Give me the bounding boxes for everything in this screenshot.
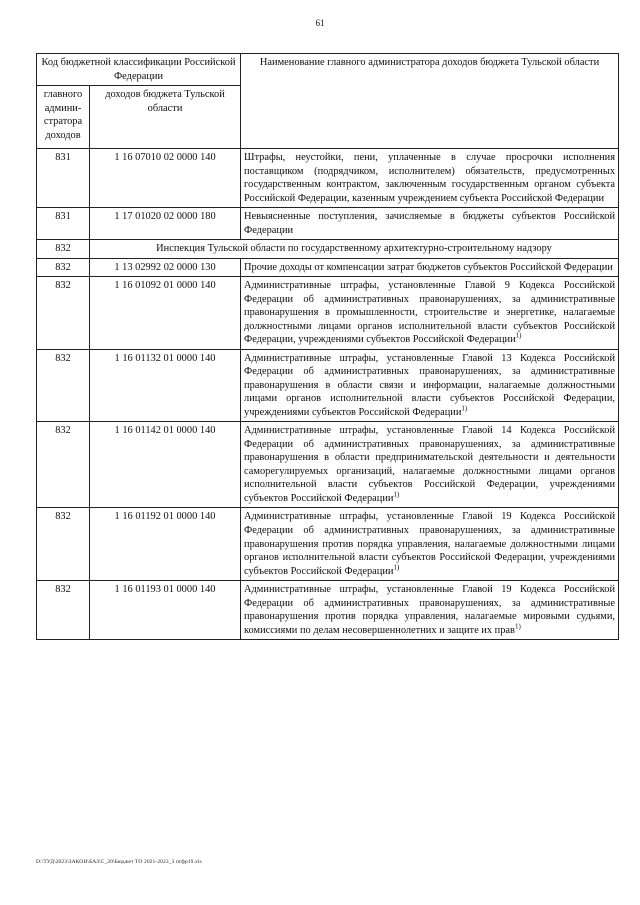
revenue-name-text: Административные штрафы, установленные Главой 13 Кодекса Российской Федерации об административных правонарушениях, за административные правонарушения в области связи и информации, налагаемые должностными лицами органов исполнительной власти субъектов Российской Федерации, учреждениями субъектов Российской Федерации	[244, 352, 616, 418]
admin-code-cell: 832	[37, 258, 90, 277]
agency-row	[37, 240, 619, 259]
admin-code-cell: 832	[37, 581, 90, 640]
admin-code-cell: 832	[37, 277, 90, 350]
footer-file-path: D:\ТУД\2023\ЗАКОН\БАЗ\С_20\Бюджет ТО 2021-2023_3 пгфр19.xls	[36, 859, 202, 865]
footnote-marker: 1)	[461, 404, 468, 413]
revenue-name-text: Административные штрафы, установленные Главой 19 Кодекса Российской Федерации об административных правонарушениях, за административные правонарушения против порядка управления, налагаемые должностными лицами органов исполнительной власти субъектов Российской Федерации, учреждениями субъектов Российской Федерации	[244, 511, 616, 577]
footnote-marker: 1)	[393, 563, 400, 572]
table-row	[37, 349, 619, 422]
revenue-code-cell: 1 16 01092 01 0000 140	[90, 277, 241, 350]
table-body	[37, 149, 619, 640]
admin-code-cell: 832	[37, 508, 90, 581]
revenue-name-text: Административные штрафы, установленные Главой 9 Кодекса Российской Федерации об административных правонарушениях, за административные правонарушения в промышленности, строительстве и энергетике, налагаемые должностными лицами органов исполнительной власти субъектов Российской Федерации, учреждениями субъектов Российской Федерации	[244, 280, 616, 346]
footnote-marker: 1)	[514, 622, 521, 631]
revenue-name-text: Штрафы, неустойки, пени, уплаченные в случае просрочки исполнения поставщиком (подрядчиком, исполнителем) обязательств, предусмотренных государственным контрактом, заключенным государственным органом субъекта Российской Федерации, казенным учреждением субъекта Российской Федерации	[244, 152, 616, 204]
revenue-name-cell	[241, 349, 619, 422]
table-row	[37, 277, 619, 350]
table-row	[37, 208, 619, 240]
revenue-admin-table	[36, 53, 619, 640]
admin-code-cell: 831	[37, 208, 90, 240]
table-row	[37, 149, 619, 208]
revenue-name-cell	[241, 508, 619, 581]
admin-code-cell: 831	[37, 149, 90, 208]
header-name-col: Наименование главного администратора доходов бюджета Тульской области	[241, 54, 619, 149]
revenue-name-text: Административные штрафы, установленные Главой 14 Кодекса Российской Федерации об административных правонарушениях, за административные правонарушения в области предпринимательской деятельности и деятельности саморегулируемых организаций, налагаемые должностными лицами органов исполнительной власти субъектов Российской Федерации, учреждениями субъектов Российской Федерации	[244, 425, 616, 504]
revenue-name-cell	[241, 149, 619, 208]
table-row	[37, 508, 619, 581]
revenue-code-cell: 1 16 07010 02 0000 140	[90, 149, 241, 208]
header-admin-col: главного админи-стратора доходов	[37, 86, 90, 149]
footnote-marker: 1)	[393, 490, 400, 499]
table-row	[37, 422, 619, 508]
revenue-name-cell	[241, 277, 619, 350]
revenue-code-cell: 1 13 02992 02 0000 130	[90, 258, 241, 277]
revenue-code-cell: 1 17 01020 02 0000 180	[90, 208, 241, 240]
header-row-1	[37, 54, 619, 86]
revenue-name-cell	[241, 581, 619, 640]
header-code-group: Код бюджетной классификации Российской Федерации	[37, 54, 241, 86]
revenue-name-text: Прочие доходы от компенсации затрат бюджетов субъектов Российской Федерации	[244, 261, 613, 273]
table-row	[37, 581, 619, 640]
table-row	[37, 258, 619, 277]
header-revenue-col: доходов бюджета Тульской области	[90, 86, 241, 149]
page-number: 61	[315, 18, 325, 28]
revenue-name-cell	[241, 208, 619, 240]
footnote-marker: 1)	[515, 331, 522, 340]
admin-code-cell: 832	[37, 240, 90, 259]
revenue-name-cell	[241, 422, 619, 508]
revenue-code-cell: 1 16 01193 01 0000 140	[90, 581, 241, 640]
admin-code-cell: 832	[37, 422, 90, 508]
revenue-name-text: Невыясненные поступления, зачисляемые в бюджеты субъектов Российской Федерации	[244, 211, 616, 236]
revenue-code-cell: 1 16 01192 01 0000 140	[90, 508, 241, 581]
agency-name-cell: Инспекция Тульской области по государственному архитектурно-строительному надзору	[90, 240, 619, 259]
revenue-code-cell: 1 16 01142 01 0000 140	[90, 422, 241, 508]
revenue-code-cell: 1 16 01132 01 0000 140	[90, 349, 241, 422]
admin-code-cell: 832	[37, 349, 90, 422]
revenue-name-cell	[241, 258, 619, 277]
revenue-name-text: Административные штрафы, установленные Главой 19 Кодекса Российской Федерации об административных правонарушениях, за административные правонарушения против порядка управления, налагаемые мировыми судьями, комиссиями по делам несовершеннолетних и защите их прав	[244, 584, 616, 636]
